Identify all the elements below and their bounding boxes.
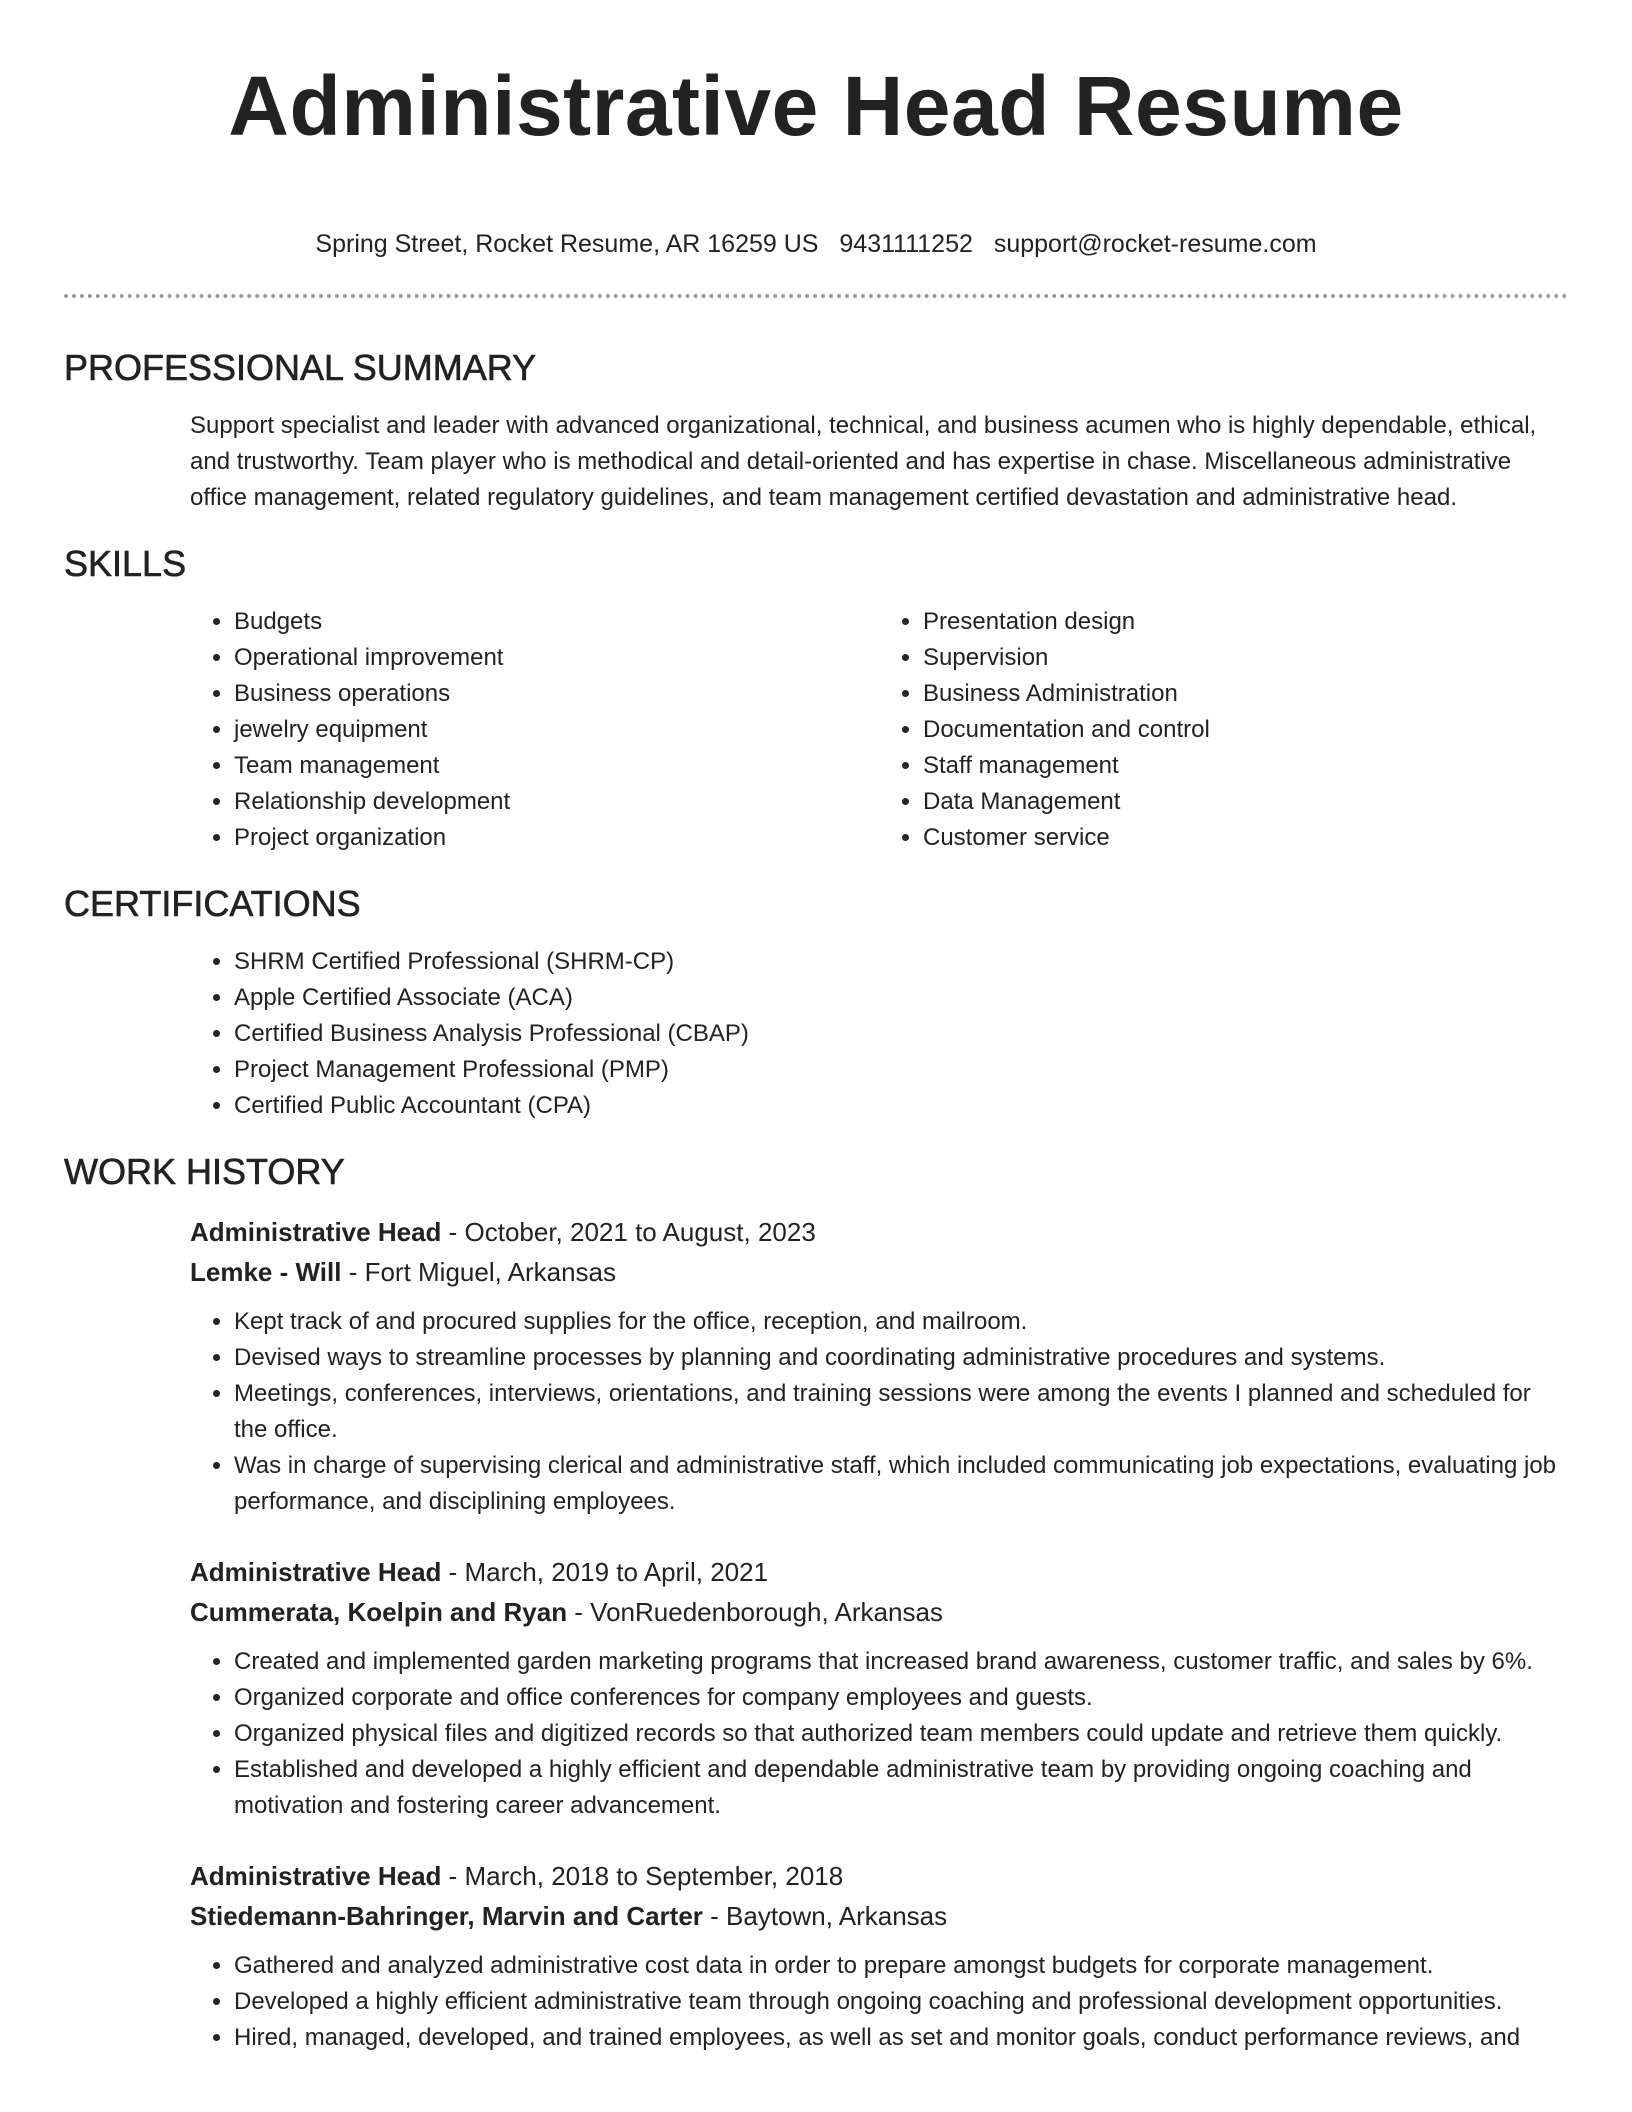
job-title: Administrative Head bbox=[190, 1217, 442, 1247]
skill-item: • jewelry equipment bbox=[234, 712, 879, 748]
skill-item: • Business operations bbox=[234, 676, 879, 712]
job-bullet: • Established and developed a highly efficient and dependable administrative team by providing ongoing coaching and motivation and fostering career advancement. bbox=[234, 1752, 1568, 1824]
resume-page bbox=[64, 0, 1568, 2056]
skill-item: • Customer service bbox=[923, 820, 1568, 856]
contact-phone: 9431111252 bbox=[839, 230, 973, 258]
job-company-line bbox=[190, 1896, 1568, 1936]
job-title-line bbox=[190, 1552, 1568, 1592]
skills-heading: SKILLS bbox=[64, 543, 187, 584]
job-title-line bbox=[190, 1212, 1568, 1252]
certification-item: • Certified Business Analysis Professional (CBAP) bbox=[234, 1016, 1568, 1052]
skill-item: • Operational improvement bbox=[234, 640, 879, 676]
header-divider bbox=[64, 294, 1568, 298]
job-entry bbox=[190, 1212, 1568, 1520]
certifications-heading: CERTIFICATIONS bbox=[64, 883, 361, 924]
skills-section bbox=[64, 542, 1568, 856]
job-company: Cummerata, Koelpin and Ryan bbox=[190, 1597, 568, 1627]
job-title: Administrative Head bbox=[190, 1861, 442, 1891]
job-dates: - March, 2018 to September, 2018 bbox=[441, 1861, 844, 1891]
job-location: - Baytown, Arkansas bbox=[702, 1901, 948, 1931]
skill-item: • Budgets bbox=[234, 604, 879, 640]
skill-item: • Supervision bbox=[923, 640, 1568, 676]
certification-item: • Project Management Professional (PMP) bbox=[234, 1052, 1568, 1088]
job-location: - VonRuedenborough, Arkansas bbox=[567, 1597, 943, 1627]
job-title-line bbox=[190, 1856, 1568, 1896]
skill-item: • Team management bbox=[234, 748, 879, 784]
job-bullets bbox=[190, 1304, 1568, 1520]
certifications-list bbox=[190, 944, 1568, 1124]
summary-text: Support specialist and leader with advanced organizational, technical, and business acumen who is highly dependable, ethical, and trustworthy. Team player who is methodical and detail-oriented and has expertise in chase. Miscellaneous administrative office management, related regulatory guidelines, and team management certified devastation and administrative head. bbox=[190, 412, 1537, 511]
job-entry bbox=[190, 1552, 1568, 1824]
job-location: - Fort Miguel, Arkansas bbox=[341, 1257, 617, 1287]
certification-item: • SHRM Certified Professional (SHRM-CP) bbox=[234, 944, 1568, 980]
skills-right-list bbox=[879, 604, 1568, 856]
contact-email: support@rocket-resume.com bbox=[993, 230, 1317, 258]
skill-item: • Documentation and control bbox=[923, 712, 1568, 748]
job-bullet: • Gathered and analyzed administrative cost data in order to prepare amongst budgets for corporate management. bbox=[234, 1948, 1568, 1984]
certification-item: • Apple Certified Associate (ACA) bbox=[234, 980, 1568, 1016]
job-bullets bbox=[190, 1644, 1568, 1824]
job-company-line bbox=[190, 1592, 1568, 1632]
job-bullet: • Hired, managed, developed, and trained employees, as well as set and monitor goals, conduct performance reviews, and bbox=[234, 2020, 1568, 2056]
job-entry bbox=[190, 1856, 1568, 2056]
certification-item: • Certified Public Accountant (CPA) bbox=[234, 1088, 1568, 1124]
skill-item: • Staff management bbox=[923, 748, 1568, 784]
job-company: Stiedemann-Bahringer, Marvin and Carter bbox=[190, 1901, 703, 1931]
work-history-heading: WORK HISTORY bbox=[64, 1151, 345, 1192]
job-dates: - October, 2021 to August, 2023 bbox=[441, 1217, 816, 1247]
contact-address: Spring Street, Rocket Resume, AR 16259 US bbox=[315, 230, 819, 258]
skill-item: • Business Administration bbox=[923, 676, 1568, 712]
contact-line bbox=[64, 228, 1568, 260]
skill-item: • Relationship development bbox=[234, 784, 879, 820]
job-bullet: • Developed a highly efficient administrative team through ongoing coaching and professional development opportunities. bbox=[234, 1984, 1568, 2020]
job-bullets bbox=[190, 1948, 1568, 2056]
skills-left-list bbox=[190, 604, 879, 856]
job-bullet: • Organized corporate and office conferences for company employees and guests. bbox=[234, 1680, 1568, 1716]
job-dates: - March, 2019 to April, 2021 bbox=[441, 1557, 769, 1587]
job-bullet: • Meetings, conferences, interviews, orientations, and training sessions were among the events I planned and scheduled for the office. bbox=[234, 1376, 1568, 1448]
job-bullet: • Kept track of and procured supplies for the office, reception, and mailroom. bbox=[234, 1304, 1568, 1340]
job-bullet: • Devised ways to streamline processes by planning and coordinating administrative procedures and systems. bbox=[234, 1340, 1568, 1376]
summary-heading: PROFESSIONAL SUMMARY bbox=[64, 347, 537, 388]
skill-item: • Data Management bbox=[923, 784, 1568, 820]
work-history-section bbox=[64, 1150, 1568, 2056]
job-company-line bbox=[190, 1252, 1568, 1292]
page-title: Administrative Head Resume bbox=[228, 59, 1404, 153]
certifications-section bbox=[64, 882, 1568, 1124]
job-bullet: • Created and implemented garden marketing programs that increased brand awareness, customer traffic, and sales by 6%. bbox=[234, 1644, 1568, 1680]
summary-section bbox=[64, 346, 1568, 516]
job-title: Administrative Head bbox=[190, 1557, 442, 1587]
skill-item: • Presentation design bbox=[923, 604, 1568, 640]
job-bullet: • Was in charge of supervising clerical and administrative staff, which included communicating job expectations, evaluating job performance, and disciplining employees. bbox=[234, 1448, 1568, 1520]
skill-item: • Project organization bbox=[234, 820, 879, 856]
job-company: Lemke - Will bbox=[190, 1257, 342, 1287]
job-bullet: • Organized physical files and digitized records so that authorized team members could update and retrieve them quickly. bbox=[234, 1716, 1568, 1752]
